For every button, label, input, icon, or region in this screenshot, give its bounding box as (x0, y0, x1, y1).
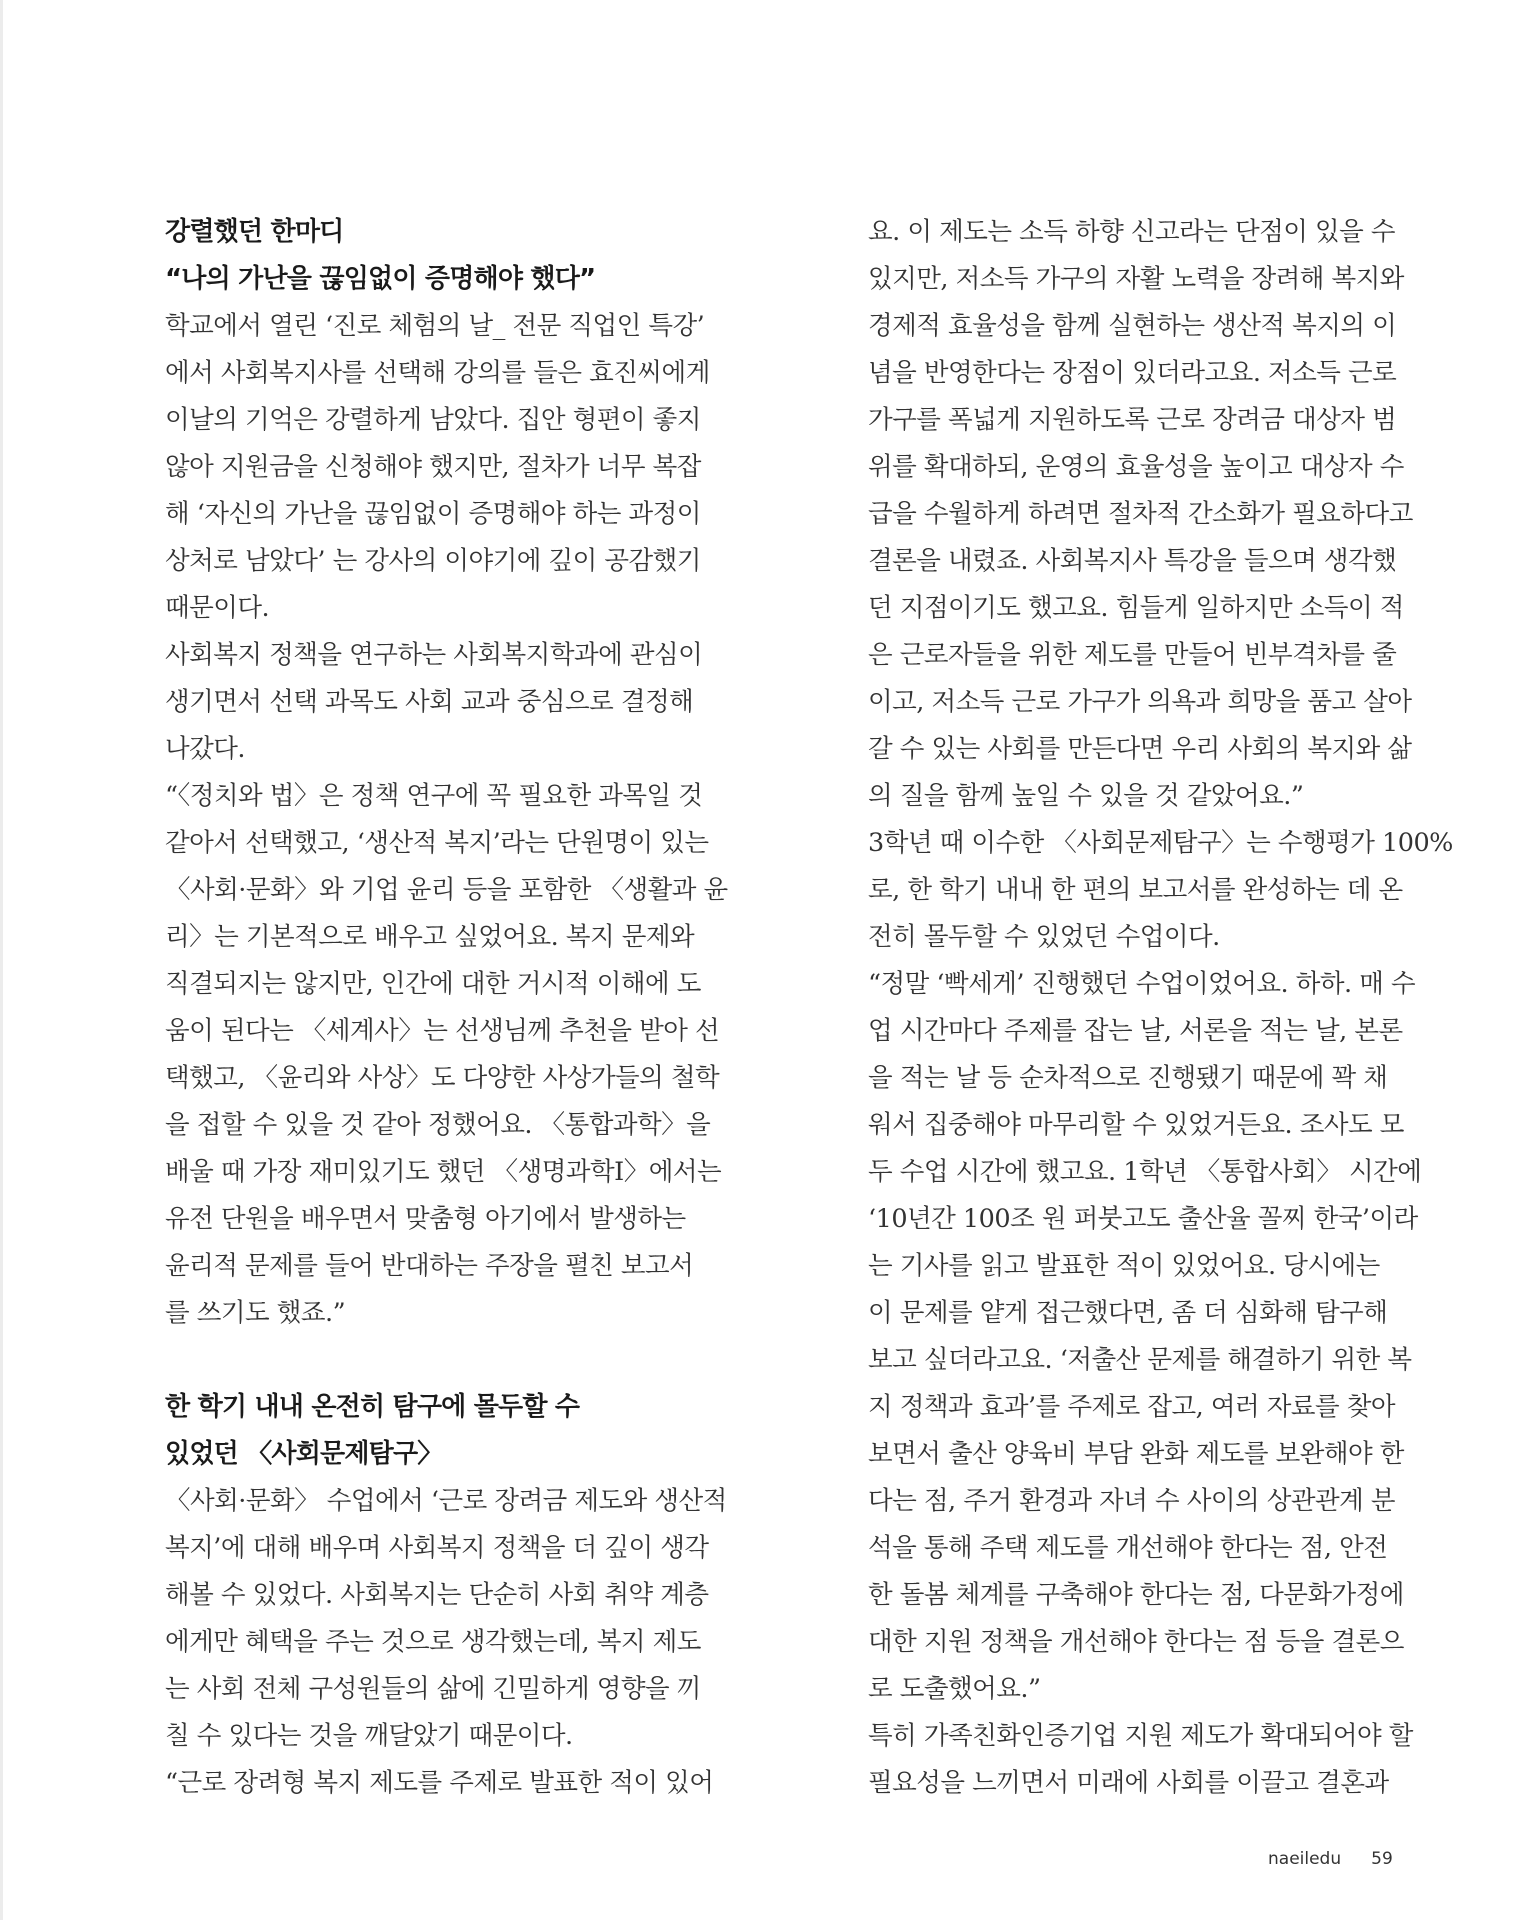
body-text-line: 갈 수 있는 사회를 만든다면 우리 사회의 복지와 삶 (868, 734, 1412, 764)
page-edge-shadow (0, 0, 3, 1920)
section-heading: “나의 가난을 끊임없이 증명해야 했다” (165, 264, 596, 294)
body-text-line: 전히 몰두할 수 있었던 수업이다. (868, 922, 1220, 952)
body-text-line: 경제적 효율성을 함께 실현하는 생산적 복지의 이 (868, 311, 1397, 341)
body-text-line: 에서 사회복지사를 선택해 강의를 들은 효진씨에게 (165, 358, 710, 388)
body-text-line: 두 수업 시간에 했고요. 1학년 〈통합사회〉 시간에 (868, 1157, 1422, 1187)
body-text-line: 않아 지원금을 신청해야 했지만, 절차가 너무 복잡 (165, 452, 701, 482)
body-text-line: 은 근로자들을 위한 제도를 만들어 빈부격차를 줄 (868, 640, 1397, 670)
section-heading: 있었던 〈사회문제탐구〉 (165, 1439, 443, 1469)
body-text-line: 로 도출했어요.” (868, 1674, 1041, 1704)
body-text-line: 는 사회 전체 구성원들의 삶에 긴밀하게 영향을 끼 (165, 1674, 701, 1704)
body-text-line: 이고, 저소득 근로 가구가 의욕과 희망을 품고 살아 (868, 687, 1412, 717)
body-text-line: 한 돌봄 체계를 구축해야 한다는 점, 다문화가정에 (868, 1580, 1404, 1610)
body-text-line: “근로 장려형 복지 제도를 주제로 발표한 적이 있어 (165, 1768, 714, 1798)
body-text-line: 업 시간마다 주제를 잡는 날, 서론을 적는 날, 본론 (868, 1016, 1403, 1046)
body-text-line: 이날의 기억은 강렬하게 남았다. 집안 형편이 좋지 (165, 405, 701, 435)
body-text-line: 가구를 폭넓게 지원하도록 근로 장려금 대상자 범 (868, 405, 1397, 435)
body-text-line: 상처로 남았다’ 는 강사의 이야기에 깊이 공감했기 (165, 546, 701, 576)
body-text-line: 지 정책과 효과’를 주제로 잡고, 여러 자료를 찾아 (868, 1392, 1395, 1422)
body-text-line: 요. 이 제도는 소득 하향 신고라는 단점이 있을 수 (868, 217, 1395, 247)
body-text-line: 〈사회·문화〉와 기업 윤리 등을 포함한 〈생활과 윤 (165, 875, 728, 905)
body-text-line: 사회복지 정책을 연구하는 사회복지학과에 관심이 (165, 640, 703, 670)
body-text-line: 보고 싶더라고요. ‘저출산 문제를 해결하기 위한 복 (868, 1345, 1412, 1375)
body-text-line: 을 접할 수 있을 것 같아 정했어요. 〈통합과학〉을 (165, 1110, 711, 1140)
body-text-line: 필요성을 느끼면서 미래에 사회를 이끌고 결혼과 (868, 1768, 1389, 1798)
body-text-line: 해볼 수 있었다. 사회복지는 단순히 사회 취약 계층 (165, 1580, 709, 1610)
body-text-line: “정말 ‘빡세게’ 진행했던 수업이었어요. 하하. 매 수 (868, 969, 1416, 999)
body-text-line: 3학년 때 이수한 〈사회문제탐구〉는 수행평가 100% (868, 828, 1453, 858)
body-text-line: 에게만 혜택을 주는 것으로 생각했는데, 복지 제도 (165, 1627, 701, 1657)
body-text-line: 대한 지원 정책을 개선해야 한다는 점 등을 결론으 (868, 1627, 1404, 1657)
section-heading: 한 학기 내내 온전히 탐구에 몰두할 수 (165, 1392, 580, 1422)
body-text-line: 는 기사를 읽고 발표한 적이 있었어요. 당시에는 (868, 1251, 1380, 1281)
body-text-line: 특히 가족친화인증기업 지원 제도가 확대되어야 할 (868, 1721, 1413, 1751)
body-text-line: 를 쓰기도 했죠.” (165, 1298, 346, 1328)
body-text-line: 움이 된다는 〈세계사〉는 선생님께 추천을 받아 선 (165, 1016, 720, 1046)
body-text-line: 학교에서 열린 ‘진로 체험의 날_ 전문 직업인 특강’ (165, 311, 705, 341)
body-text-line: 있지만, 저소득 가구의 자활 노력을 장려해 복지와 (868, 264, 1404, 294)
body-text-line: 직결되지는 않지만, 인간에 대한 거시적 이해에 도 (165, 969, 701, 999)
body-text-line: 생기면서 선택 과목도 사회 교과 중심으로 결정해 (165, 687, 694, 717)
body-text-line: 결론을 내렸죠. 사회복지사 특강을 들으며 생각했 (868, 546, 1397, 576)
left-column (165, 209, 728, 1807)
body-text-line: “〈정치와 법〉은 정책 연구에 꼭 필요한 과목일 것 (165, 781, 703, 811)
body-text-line: 해 ‘자신의 가난을 끊임없이 증명해야 하는 과정이 (165, 499, 701, 529)
body-text-line: 때문이다. (165, 593, 270, 623)
body-text-line: 던 지점이기도 했고요. 힘들게 일하지만 소득이 적 (868, 593, 1404, 623)
body-text-line: 급을 수월하게 하려면 절차적 간소화가 필요하다고 (868, 499, 1413, 529)
body-text-line: 리〉는 기본적으로 배우고 싶었어요. 복지 문제와 (165, 922, 695, 952)
body-text-line: 념을 반영한다는 장점이 있더라고요. 저소득 근로 (868, 358, 1397, 388)
body-text-line: 이 문제를 얕게 접근했다면, 좀 더 심화해 탐구해 (868, 1298, 1388, 1328)
body-text-line: 나갔다. (165, 734, 246, 764)
body-text-line: ‘10년간 100조 원 퍼붓고도 출산율 꼴찌 한국’이라 (868, 1204, 1418, 1234)
right-column (868, 209, 1453, 1807)
body-text-line: 같아서 선택했고, ‘생산적 복지’라는 단원명이 있는 (165, 828, 709, 858)
page-footer (1268, 1849, 1393, 1869)
publication-name: naeiledu (1268, 1849, 1342, 1869)
section-heading: 강렬했던 한마디 (165, 217, 344, 247)
body-text-line: 칠 수 있다는 것을 깨달았기 때문이다. (165, 1721, 573, 1751)
body-text-line: 로, 한 학기 내내 한 편의 보고서를 완성하는 데 온 (868, 875, 1403, 905)
body-text-line: 위를 확대하되, 운영의 효율성을 높이고 대상자 수 (868, 452, 1404, 482)
body-text-line: 〈사회·문화〉 수업에서 ‘근로 장려금 제도와 생산적 (165, 1486, 727, 1516)
body-text-line: 을 적는 날 등 순차적으로 진행됐기 때문에 꽉 채 (868, 1063, 1388, 1093)
body-text-line: 윤리적 문제를 들어 반대하는 주장을 펼친 보고서 (165, 1251, 694, 1281)
body-text-line: 택했고, 〈윤리와 사상〉도 다양한 사상가들의 철학 (165, 1063, 720, 1093)
page-number: 59 (1371, 1849, 1393, 1869)
body-text-line: 워서 집중해야 마무리할 수 있었거든요. 조사도 모 (868, 1110, 1404, 1140)
body-text-line: 유전 단원을 배우면서 맞춤형 아기에서 발생하는 (165, 1204, 686, 1234)
body-text-line: 석을 통해 주택 제도를 개선해야 한다는 점, 안전 (868, 1533, 1388, 1563)
section-gap (165, 1337, 705, 1384)
body-text-line: 의 질을 함께 높일 수 있을 것 같았어요.” (868, 781, 1304, 811)
body-text-line: 다는 점, 주거 환경과 자녀 수 사이의 상관관계 분 (868, 1486, 1395, 1516)
body-text-line: 배울 때 가장 재미있기도 했던 〈생명과학Ⅰ〉에서는 (165, 1157, 722, 1187)
body-text-line: 복지’에 대해 배우며 사회복지 정책을 더 깊이 생각 (165, 1533, 709, 1563)
body-text-line: 보면서 출산 양육비 부담 완화 제도를 보완해야 한 (868, 1439, 1404, 1469)
